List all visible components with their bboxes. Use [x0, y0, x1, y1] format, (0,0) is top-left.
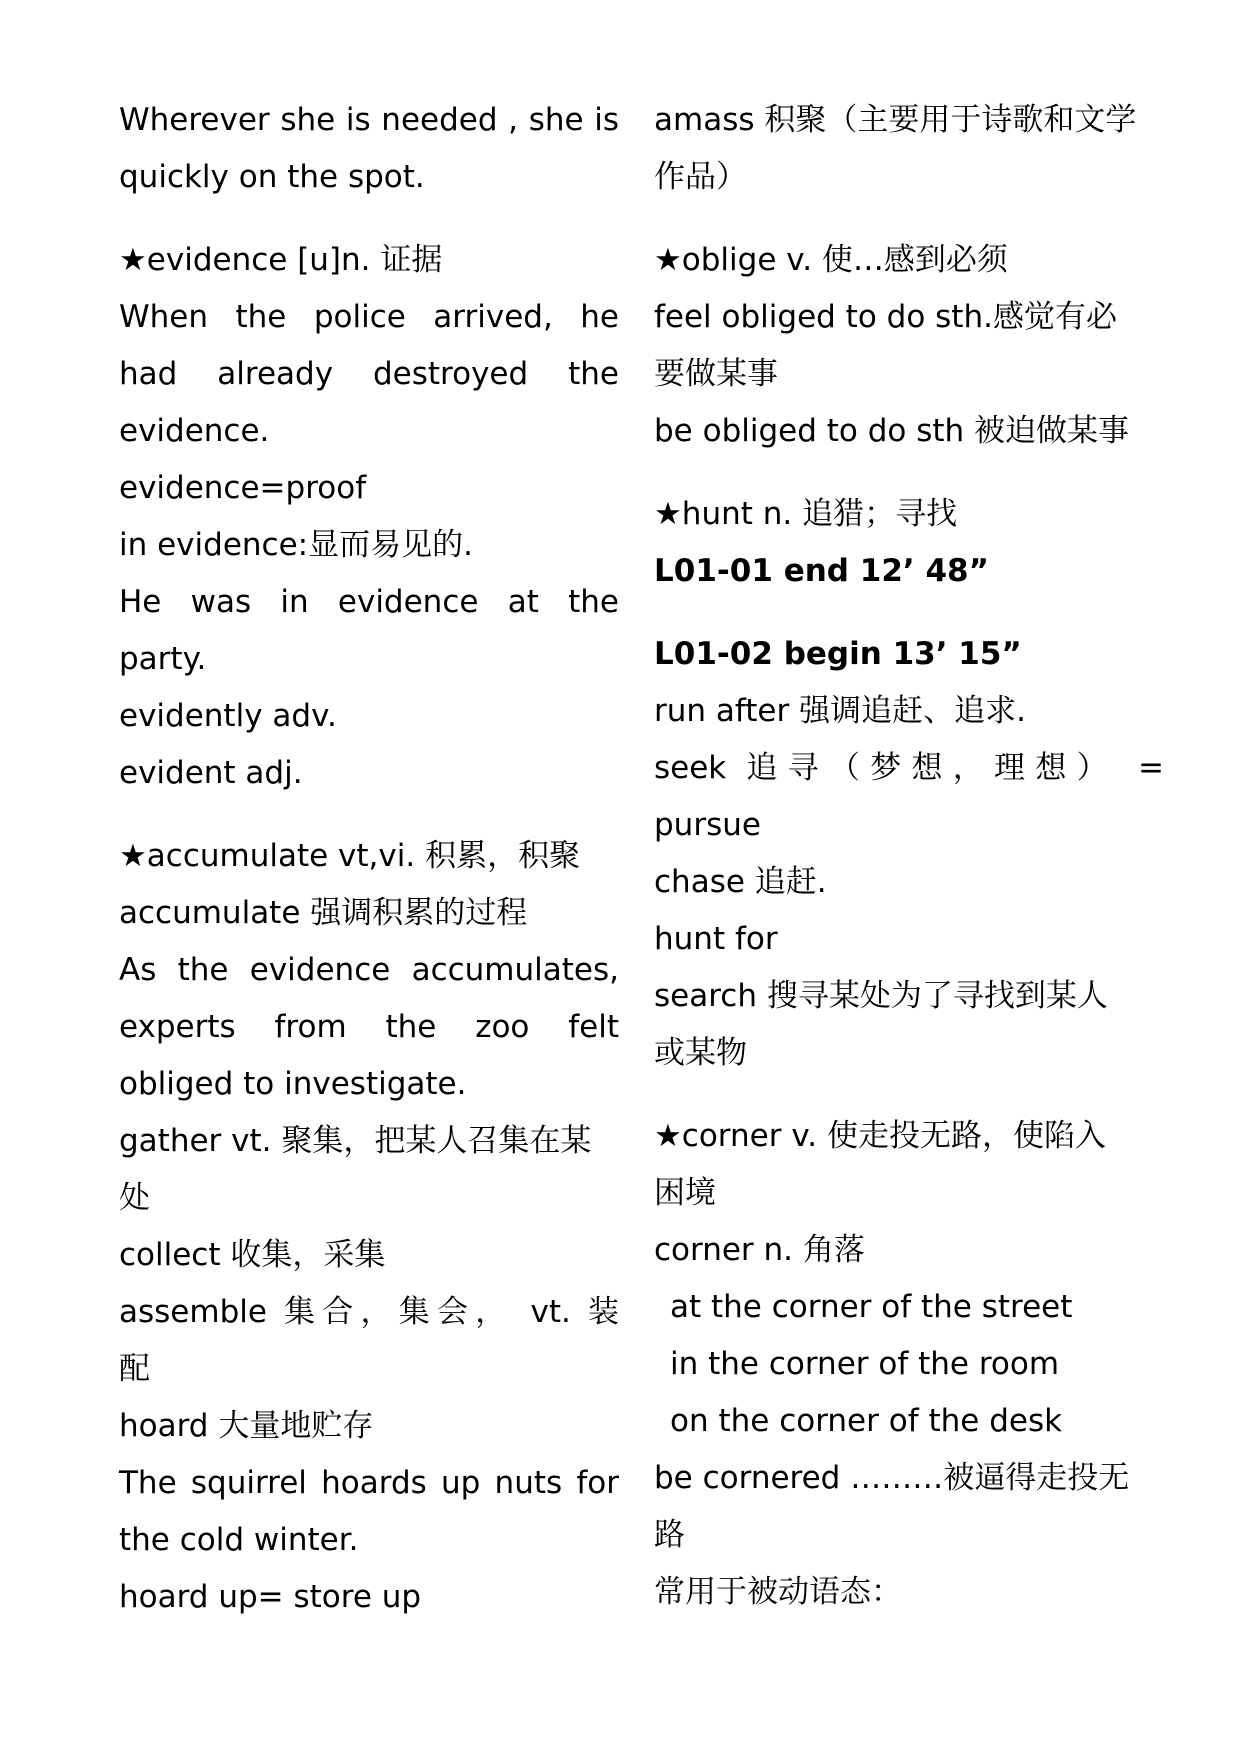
text-line: chase 追赶.: [654, 864, 827, 900]
text-line: 处: [119, 1180, 150, 1216]
text-line: in evidence:显而易见的.: [119, 527, 473, 563]
text-line: The squirrel hoards up nuts for: [119, 1465, 619, 1501]
text-line: 或某物: [654, 1035, 747, 1071]
text-line: ★evidence [u]n. 证据: [119, 242, 443, 278]
text-line: As the evidence accumulates,: [119, 952, 619, 988]
text-line: at the corner of the street: [670, 1289, 1073, 1325]
text-line: party.: [119, 641, 207, 677]
text-line: Wherever she is needed , she is: [119, 102, 619, 138]
text-line: L01-02 begin 13’ 15”: [654, 636, 1022, 672]
left-column: [119, 92, 619, 1626]
text-line: be cornered ………被逼得走投无: [654, 1460, 1130, 1496]
text-line: hunt for: [654, 921, 778, 957]
text-line: run after 强调追赶、追求.: [654, 693, 1026, 729]
text-line: collect 收集，采集: [119, 1237, 386, 1273]
text-line: feel obliged to do sth.感觉有必: [654, 299, 1117, 335]
text-line: evident adj.: [119, 755, 303, 791]
text-line: evidently adv.: [119, 698, 337, 734]
text-line: hoard up= store up: [119, 1579, 422, 1615]
text-line: ★hunt n. 追猎；寻找: [654, 496, 958, 532]
right-column: [654, 92, 1164, 1621]
text-line: seek 追寻（梦想，理想） =: [654, 750, 1164, 786]
text-line: be obliged to do sth 被迫做某事: [654, 413, 1130, 449]
text-line: search 搜寻某处为了寻找到某人: [654, 978, 1108, 1014]
text-line: obliged to investigate.: [119, 1066, 467, 1102]
text-line: He was in evidence at the: [119, 584, 619, 620]
text-line: ★oblige v. 使…感到必须: [654, 242, 1008, 278]
text-line: ★corner v. 使走投无路，使陷入: [654, 1118, 1106, 1154]
text-line: had already destroyed the: [119, 356, 619, 392]
text-line: 常用于被动语态：: [654, 1574, 902, 1610]
text-line: 路: [654, 1517, 685, 1553]
text-line: evidence=proof: [119, 470, 367, 506]
text-line: amass 积聚（主要用于诗歌和文学: [654, 102, 1137, 138]
text-line: experts from the zoo felt: [119, 1009, 619, 1045]
text-line: corner n. 角落: [654, 1232, 865, 1268]
text-line: pursue: [654, 807, 761, 843]
text-line: gather vt. 聚集，把某人召集在某: [119, 1123, 592, 1159]
text-line: 作品）: [654, 159, 747, 195]
text-line: on the corner of the desk: [670, 1403, 1063, 1439]
text-line: the cold winter.: [119, 1522, 359, 1558]
text-line: hoard 大量地贮存: [119, 1408, 374, 1444]
text-line: ★accumulate vt,vi. 积累，积聚: [119, 838, 581, 874]
text-line: 要做某事: [654, 356, 778, 392]
text-line: evidence.: [119, 413, 270, 449]
text-line: in the corner of the room: [670, 1346, 1060, 1382]
text-line: assemble 集合，集会， vt. 装: [119, 1294, 619, 1330]
text-line: When the police arrived, he: [119, 299, 619, 335]
text-line: 配: [119, 1351, 150, 1387]
text-line: quickly on the spot.: [119, 159, 425, 195]
text-line: accumulate 强调积累的过程: [119, 895, 528, 931]
text-line: 困境: [654, 1175, 716, 1211]
text-line: L01-01 end 12’ 48”: [654, 553, 989, 589]
